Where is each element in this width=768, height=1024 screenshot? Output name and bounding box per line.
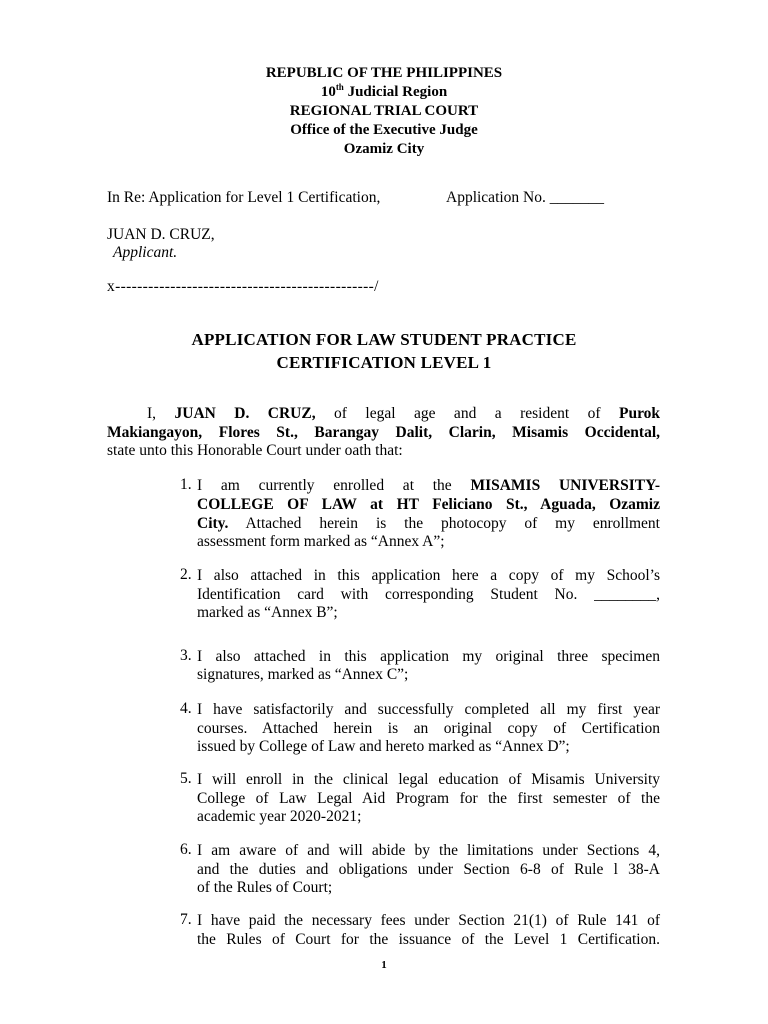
list-item-line: courses. Attached herein is an original copy of Certification [197,720,660,737]
document-title-line1: APPLICATION FOR LAW STUDENT PRACTICE [191,330,577,349]
list-item-line: issued by College of Law and hereto marked as “Annex D”; [197,738,570,755]
header-region-suffix: th [335,82,344,92]
list-item-line: I also attached in this application here a copy of my School’s [197,567,660,584]
list-item-line: I have paid the necessary fees under Section 21(1) of Rule 141 of [197,912,660,929]
intro-text-age: age and a resident [413,405,570,422]
header-court: REGIONAL TRIAL COURT [289,103,479,119]
page-number: 1 [381,959,387,971]
header-republic: REPUBLIC OF THE PHILIPPINES [265,65,503,81]
list-item-number: 4. [180,700,192,717]
caption-in-re: In Re: Application for Level 1 Certification, [107,189,381,206]
caption-applicant-name: JUAN D. CRUZ, [107,226,215,243]
header-region-number: 10 [320,84,336,100]
list-item-line: I will enroll in the clinical legal education of Misamis University [197,771,660,788]
list-item-line: academic year 2020-2021; [197,808,362,825]
list-item-number: 5. [180,770,192,787]
caption-divider: x-----------------------------------------------/ [107,278,379,295]
list-item-line [197,476,660,495]
list-item-line: marked as “Annex B”; [197,604,338,621]
school-city: City. [197,515,229,532]
list-item-line: I am aware of and will abide by the limitations under Sections 4, [197,842,660,859]
list-item-number: 2. [180,566,192,583]
list-item-text: Attached herein is the photocopy of my enrollment [245,515,660,532]
intro-applicant-name: JUAN D. CRUZ, [174,405,316,422]
header-city: Ozamiz City [343,141,425,157]
list-item-line [197,514,660,533]
caption-application-no: Application No. _______ [446,189,604,206]
list-item-number: 1. [180,476,192,493]
header-office: Office of the Executive Judge [290,122,478,138]
list-item-line: assessment form marked as “Annex A”; [197,533,445,550]
intro-text-of: of [587,405,601,422]
list-item-number: 3. [180,647,192,664]
intro-text-legal: of legal [334,405,396,422]
intro-address-start: Purok [618,405,661,422]
intro-line-1 [147,404,660,423]
list-item-number: 6. [180,841,192,858]
document-title-line2: CERTIFICATION LEVEL 1 [276,353,492,372]
school-name: MISAMIS UNIVERSITY- [470,477,661,494]
list-item-number: 7. [180,911,192,928]
list-item-line: I have satisfactorily and successfully completed all my first year [197,701,660,718]
list-item-line: and the duties and obligations under Section 6-8 of Rule l 38-A [197,861,660,878]
header-region-text: Judicial Region [343,84,448,100]
intro-closing-line: state unto this Honorable Court under oath that: [107,442,403,459]
header-region [0,83,768,102]
list-item-line: I also attached in this application my original three specimen [197,648,660,665]
caption-applicant-role: Applicant. [113,244,178,261]
list-item-line: signatures, marked as “Annex C”; [197,666,409,683]
list-item-line: COLLEGE OF LAW at HT Feliciano St., Aguada, Ozamiz [197,496,660,513]
intro-address-line: Makiangayon, Flores St., Barangay Dalit, Clarin, Misamis Occidental, [107,424,660,441]
list-item-line: Identification card with corresponding Student No. ________, [197,586,660,603]
list-item-text: I am currently enrolled at the [197,477,452,494]
list-item-line: College of Law Legal Aid Program for the first semester of the [197,790,660,807]
list-item-line: of the Rules of Court; [197,879,333,896]
intro-pronoun: I, [147,405,157,422]
list-item-line: the Rules of Court for the issuance of the Level 1 Certification. [197,931,660,948]
